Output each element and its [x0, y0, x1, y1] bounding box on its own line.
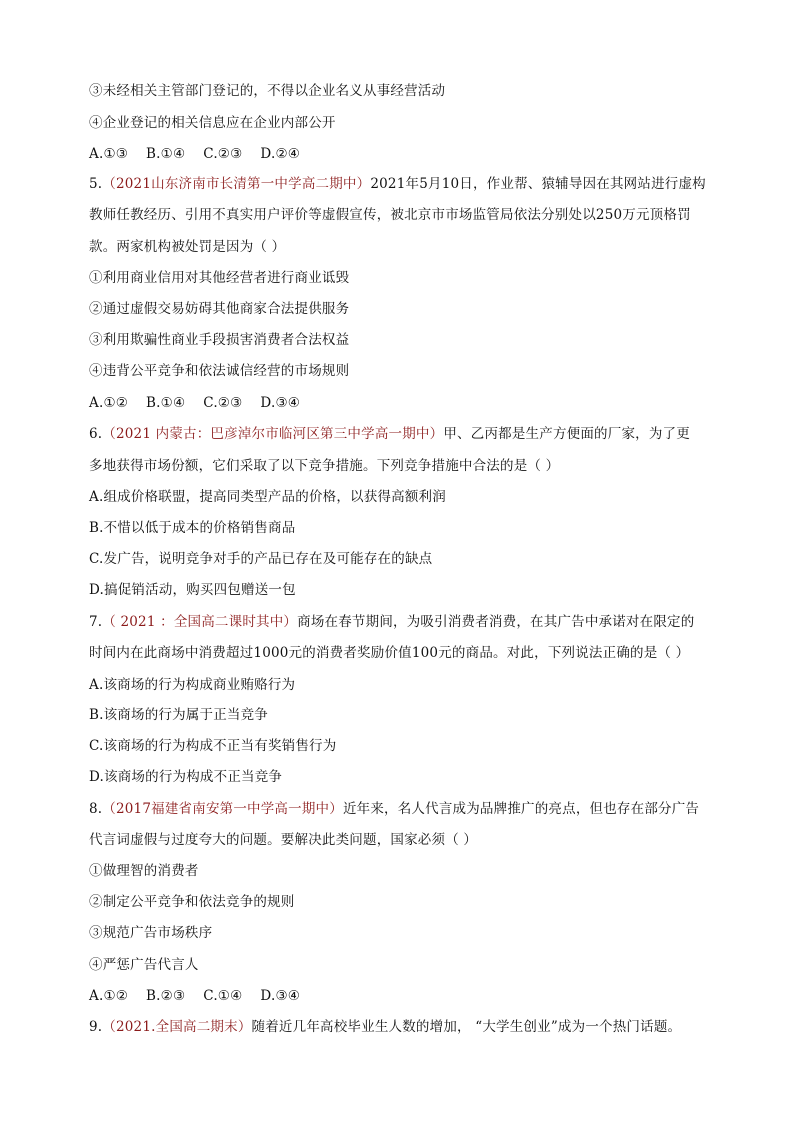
question-7-choice-d: D.该商场的行为构成不正当竞争 [89, 769, 283, 785]
question-8-option-3: ③规范广告市场秩序 [89, 925, 213, 941]
answer-c: C.①④ [203, 988, 243, 1004]
question-5-option-2: ②通过虚假交易妨碍其他商家合法提供服务 [89, 301, 350, 317]
question-6-line-1 [89, 424, 690, 444]
question-5-line-1 [89, 174, 706, 194]
answer-d: D.③④ [260, 988, 301, 1004]
question-9-number: 9. [89, 1019, 103, 1035]
question-8-line-1 [89, 799, 699, 819]
answer-d: D.③④ [260, 395, 301, 411]
question-7-line-2: 时间内在此商场中消费超过1000元的消费者奖励价值100元的商品。对此，下列说法正确的是（ ） [89, 645, 690, 661]
question-6-stem-1: 甲、乙丙都是生产方便面的厂家，为了更 [443, 426, 690, 442]
question-5-stem-1: 2021年5月10日，作业帮、猿辅导因在其网站进行虚构 [370, 176, 706, 192]
answer-b: B.②③ [146, 988, 186, 1004]
answer-c: C.②③ [203, 146, 243, 162]
question-5-option-4: ④违背公平竞争和依法诚信经营的市场规则 [89, 363, 350, 379]
question-9-stem-1: 随着近几年高校毕业生人数的增加， “大学生创业”成为一个热门话题。 [251, 1019, 682, 1035]
answer-a: A.①② [89, 395, 129, 411]
answer-a: A.①③ [89, 146, 129, 162]
question-5-option-1: ①利用商业信用对其他经营者进行商业诋毁 [89, 270, 350, 286]
question-8-option-1: ①做理智的消费者 [89, 863, 199, 879]
question-7-line-1 [89, 612, 694, 632]
question-9-source: （2021.全国高二期末） [102, 1019, 252, 1035]
question-6-choice-d: D.搞促销活动，购买四包赠送一包 [89, 582, 296, 598]
answer-b: B.①④ [146, 395, 186, 411]
question-7-number: 7. [89, 614, 103, 630]
answer-options-q4 [89, 144, 318, 164]
answer-options-q8 [89, 986, 318, 1006]
answer-options-q5 [89, 393, 318, 413]
question-8-line-2: 代言词虚假与过度夸大的问题。要解决此类问题，国家必须（ ） [89, 832, 478, 848]
question-7-source: （ 2021 ：全国高二课时其中） [102, 614, 298, 630]
option-3-text: ③未经相关主管部门登记的，不得以企业名义从事经营活动 [89, 83, 446, 99]
question-6-line-2: 多地获得市场份额，它们采取了以下竞争措施。下列竞争措施中合法的是（ ） [89, 458, 560, 474]
question-5-option-3: ③利用欺骗性商业手段损害消费者合法权益 [89, 332, 350, 348]
question-7-choice-b: B.该商场的行为属于正当竞争 [89, 707, 269, 723]
question-5-line-3: 款。两家机构被处罚是因为（ ） [89, 239, 286, 255]
answer-b: B.①④ [146, 146, 186, 162]
question-7-choice-a: A.该商场的行为构成商业贿赂行为 [89, 677, 296, 693]
question-6-choice-c: C.发广告，说明竞争对手的产品已存在及可能存在的缺点 [89, 551, 433, 567]
option-4-text: ④企业登记的相关信息应在企业内部公开 [89, 115, 336, 131]
answer-d: D.②④ [260, 146, 301, 162]
question-6-choice-a: A.组成价格联盟，提高同类型产品的价格，以获得高额利润 [89, 489, 446, 505]
question-8-stem-1: 近年来，名人代言成为品牌推广的亮点，但也存在部分广告 [342, 801, 700, 817]
question-6-choice-b: B.不惜以低于成本的价格销售商品 [89, 520, 296, 536]
question-8-source: （2017福建省南安第一中学高一期中） [102, 801, 343, 817]
question-6-number: 6. [89, 426, 103, 442]
question-5-source: （2021山东济南市长清第一中学高二期中） [102, 176, 371, 192]
question-8-option-4: ④严惩广告代言人 [89, 957, 199, 973]
question-6-source: （2021 内蒙古：巴彦淖尔市临河区第三中学高一期中） [102, 426, 444, 442]
question-7-choice-c: C.该商场的行为构成不正当有奖销售行为 [89, 738, 337, 754]
question-5-line-2: 教师任教经历、引用不真实用户评价等虚假宣传，被北京市市场监管局依法分别处以250万元顶格罚 [89, 207, 691, 223]
question-5-number: 5. [89, 176, 103, 192]
question-9-line-1 [89, 1017, 681, 1037]
answer-a: A.①② [89, 988, 129, 1004]
answer-c: C.②③ [203, 395, 243, 411]
question-8-option-2: ②制定公平竞争和依法竞争的规则 [89, 894, 295, 910]
question-8-number: 8. [89, 801, 103, 817]
question-7-stem-1: 商场在春节期间，为吸引消费者消费，在其广告中承诺对在限定的 [297, 614, 695, 630]
